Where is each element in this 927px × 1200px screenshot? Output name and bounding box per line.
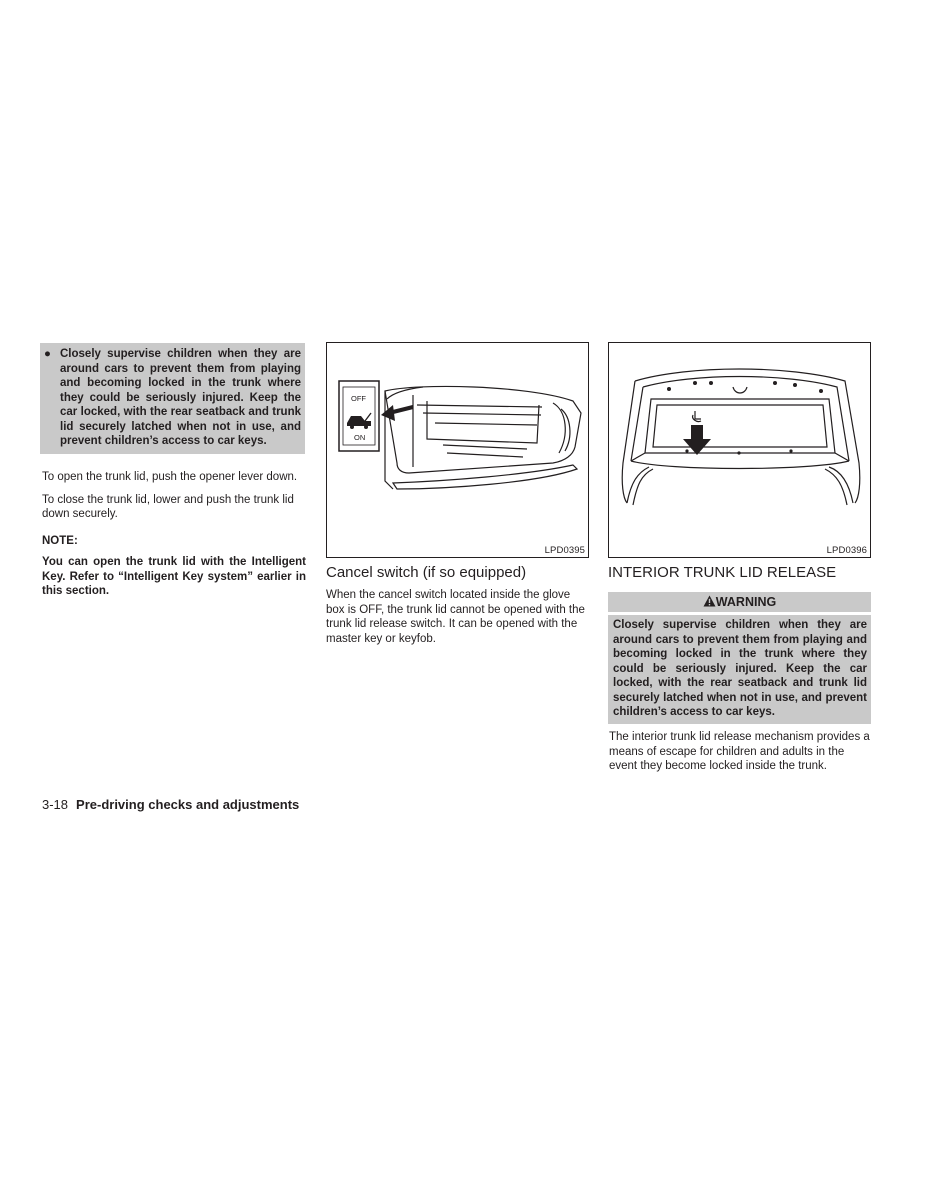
safety-bullet-text: Closely supervise children when they are around cars to prevent them from playing and becoming locked in the trunk where they could be seriously injured. Keep the car locked, with the rear seatback and trunk lid securely latched when not in use, and prevent children’s access to car keys. bbox=[60, 348, 301, 447]
note-label: NOTE: bbox=[42, 534, 78, 547]
switch-off-label: OFF bbox=[351, 394, 366, 403]
bullet-dot: ● bbox=[44, 348, 51, 360]
interior-release-body: The interior trunk lid release mechanism provides a means of escape for children and adults in the event they become locked inside the trunk. bbox=[609, 731, 870, 772]
figure-id-lpd0396: LPD0396 bbox=[826, 545, 867, 556]
trunk-release-figure bbox=[608, 342, 871, 558]
left-column-body bbox=[42, 470, 306, 599]
page-footer bbox=[42, 797, 299, 813]
interior-release-heading: INTERIOR TRUNK LID RELEASE bbox=[608, 564, 837, 581]
trunk-lid-illustration bbox=[609, 343, 870, 543]
pointer-arrow-icon bbox=[381, 405, 413, 421]
warning-body: Closely supervise children when they are around cars to prevent them from playing and becoming locked in the trunk where they could be seriously injured. Keep the car locked, with the rear seatback and trunk lid securely latched when not in use, and prevent children’s access to car keys. bbox=[608, 615, 871, 724]
page-number: 3-18 bbox=[42, 797, 69, 812]
middle-column-body bbox=[326, 588, 590, 646]
glove-box-illustration bbox=[327, 343, 588, 543]
open-instruction: To open the trunk lid, push the opener lever down. bbox=[42, 471, 298, 483]
cancel-switch-figure bbox=[326, 342, 589, 558]
warning-label: WARNING bbox=[715, 595, 777, 609]
cancel-switch-heading: Cancel switch (if so equipped) bbox=[326, 564, 527, 581]
trunk-release-symbol-icon bbox=[693, 411, 701, 422]
switch-on-label: ON bbox=[354, 433, 366, 442]
close-instruction: To close the trunk lid, lower and push the trunk lid down securely. bbox=[42, 493, 294, 520]
cancel-switch-body: When the cancel switch located inside the glove box is OFF, the trunk lid cannot be opened with the trunk lid release switch. It can be opened with the master key or keyfob. bbox=[326, 589, 585, 645]
figure-id-lpd0395: LPD0395 bbox=[544, 545, 585, 556]
warning-header bbox=[608, 592, 871, 612]
warning-triangle-icon bbox=[703, 595, 716, 607]
right-column-body bbox=[609, 730, 873, 774]
note-text: You can open the trunk lid with the Intelligent Key. Refer to “Intelligent Key system” earlier in this section. bbox=[42, 556, 306, 597]
section-title: Pre-driving checks and adjustments bbox=[76, 797, 300, 812]
safety-bullet-box bbox=[40, 343, 305, 454]
